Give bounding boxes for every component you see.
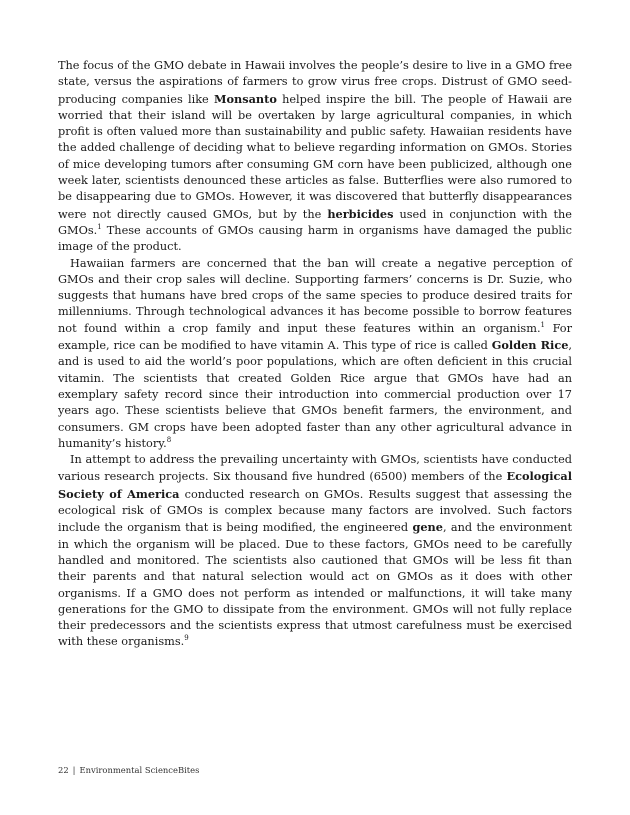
- footnote-ref: 1: [540, 320, 546, 329]
- text-run: For example, rice can be modified to have vitamin A. This type of rice is called: [58, 321, 573, 353]
- text-run: , and is used to aid the world’s poor populations, which are often deficient in this crucial vitamin. The scientists that created Golden Rice argue that GMOs have had an exemplary safety record since their introduction into commercial production over 17 years ago. These scientists believe that GMOs benefit farmers, the environment, and consumers. GM crops have been adopted faster than any other agricultural advance in humanity’s history.: [58, 339, 572, 450]
- bold-term: gene: [412, 520, 443, 535]
- footnote-ref: 8: [166, 436, 172, 445]
- bold-term: Ecological Society of America: [58, 469, 572, 501]
- text-run: used in conjunction with the GMOs.: [58, 207, 572, 237]
- text-run: conducted research on GMOs. Results suggest that assessing the ecological risk of GMOs is complex because many factors are involved. Such factors include the organism that is being modified, the engineered: [58, 487, 572, 535]
- text-run: helped inspire the bill. The people of Hawaii are worried that their island will be overtaken by large agricultural companies, in which profit is often valued more than sustainability and public safety. Hawaiian residents have the added challenge of deciding what to believe regarding information on GMOs. Stories of mice developing tumors after consuming GM corn have been publicized, although one week later, scientists denounced these articles as false. Butterflies were also rumored to be disappearing due to GMOs. However, it was discovered that butterfly disappearances were not directly caused GMOs, but by the: [58, 92, 572, 221]
- bold-term: Monsanto: [213, 91, 277, 106]
- paragraph-2: [58, 256, 572, 453]
- publication-name: Environmental ScienceBites: [79, 765, 200, 775]
- footnote-ref: 9: [184, 634, 189, 643]
- footer-separator: |: [72, 765, 76, 775]
- page-footer: [58, 765, 199, 775]
- bold-term: Golden Rice: [491, 338, 569, 353]
- bold-term: herbicides: [327, 206, 394, 221]
- text-run: The focus of the GMO debate in Hawaii involves the people’s desire to live in a GMO free state, versus the aspirations of farmers to grow virus free crops. Distrust of GMO seed-producing companies like: [58, 59, 572, 106]
- text-run: , and the environment in which the organism will be placed. Due to these factors, GMOs need to be carefully handled and monitored. The scientists also cautioned that GMOs will be less fit than their parents and that natural selection would act on GMOs as it does with other organisms. If a GMO does not perform as intended or malfunctions, it will take many generations for the GMO to dissipate from the environment. GMOs will not fully replace their predecessors and the scientists express that utmost carefulness must be exercised with these organisms.: [58, 521, 572, 649]
- text-run: In attempt to address the prevailing uncertainty with GMOs, scientists have conducted various research projects. Six thousand five hundred (6500) members of the: [58, 453, 572, 484]
- text-run: Hawaiian farmers are concerned that the ban will create a negative perception of GMOs and their crop sales will decline. Supporting farmers’ concerns is Dr. Suzie, who suggests that humans have bred crops of the same species to produce desired traits for millenniums. Through technological advances it has become possible to borrow features not found within a crop family and input these features within an organism.: [58, 256, 572, 335]
- article-body: [58, 58, 572, 651]
- footnote-ref: 1: [97, 223, 102, 232]
- page-number: 22: [58, 765, 69, 775]
- paragraph-1: [58, 58, 572, 256]
- paragraph-3: [58, 452, 572, 651]
- text-run: These accounts of GMOs causing harm in organisms have damaged the public image of the product.: [58, 223, 572, 254]
